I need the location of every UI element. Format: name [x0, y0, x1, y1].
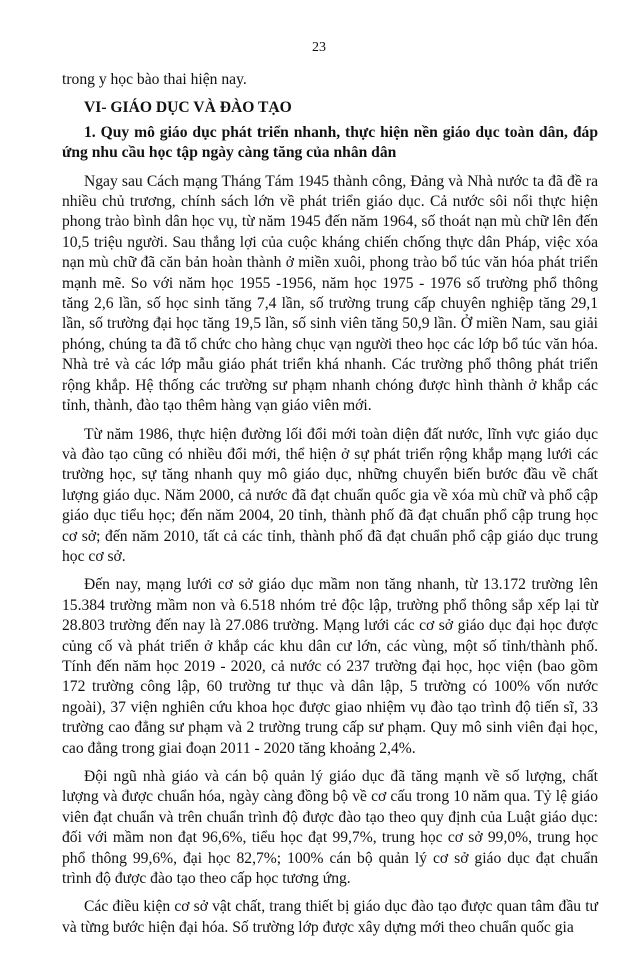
paragraph: Đội ngũ nhà giáo và cán bộ quản lý giáo dục đã tăng mạnh về số lượng, chất lượng và được chuẩn hóa, ngày càng đồng bộ về cơ cấu trong 10 năm qua. Tỷ lệ giáo viên đạt chuẩn và trên chuẩn trình độ được đào tạo theo quy định của Luật giáo dục: đối với mầm non đạt 96,6%, tiểu học đạt 99,7%, trung học cơ sở 99,0%, trung học phổ thông 99,6%, đại học 82,7%; 100% cán bộ quản lý cơ sở giáo dục đạt chuẩn trình độ được đào tạo theo cấp học tương ứng.	[62, 768, 598, 888]
paragraph: Các điều kiện cơ sở vật chất, trang thiết bị giáo dục đào tạo được quan tâm đầu tư và từng bước hiện đại hóa. Số trường lớp được xây dựng mới theo chuẩn quốc gia	[62, 898, 598, 936]
page-number: 23	[312, 40, 326, 55]
subsection-title: 1. Quy mô giáo dục phát triển nhanh, thực hiện nền giáo dục toàn dân, đáp ứng nhu cầu học tập ngày càng tăng của nhân dân	[62, 123, 598, 162]
lead-line: trong y học bào thai hiện nay.	[62, 71, 247, 88]
document-body	[62, 70, 598, 946]
paragraph: Ngay sau Cách mạng Tháng Tám 1945 thành công, Đảng và Nhà nước ta đã đề ra nhiều chủ trương, chính sách lớn về phát triển giáo dục. Cả nước sôi nổi thực hiện phong trào bình dân học vụ, từ năm 1945 đến năm 1964, số thoát nạn mù chữ lên đến 10,5 triệu người. Sau thắng lợi của cuộc kháng chiến chống thực dân Pháp, việc xóa nạn mù chữ đã căn bản hoàn thành ở miền xuôi, phong trào bổ túc văn hóa phát triển mạnh mẽ. So với năm học 1955 -1956, năm học 1975 - 1976 số trường phổ thông tăng 2,6 lần, số học sinh tăng 7,4 lần, số trường trung cấp chuyên nghiệp tăng 29,1 lần, số trường đại học tăng 19,5 lần, số sinh viên tăng 50,9 lần. Ở miền Nam, sau giải phóng, chúng ta đã tổ chức cho hàng chục vạn người theo học các lớp bổ túc văn hóa. Nhà trẻ và các lớp mẫu giáo phát triển khá nhanh. Các trường phổ thông phát triển rộng khắp. Hệ thống các trường sư phạm nhanh chóng được hình thành ở khắp các tỉnh, thành, đào tạo thêm hàng vạn giáo viên mới.	[62, 172, 598, 415]
section-title: VI- GIÁO DỤC VÀ ĐÀO TẠO	[84, 99, 292, 117]
paragraph: Từ năm 1986, thực hiện đường lối đổi mới toàn diện đất nước, lĩnh vực giáo dục và đào tạo cũng có nhiều đổi mới, thể hiện ở sự phát triển rộng khắp mạng lưới các trường học, sự tăng nhanh quy mô giáo dục, những chuyển biến bước đầu về chất lượng giáo dục. Năm 2000, cả nước đã đạt chuẩn quốc gia về xóa mù chữ và phổ cập giáo dục tiểu học; đến năm 2004, 20 tỉnh, thành phố đã đạt chuẩn phổ cập trung học cơ sở; đến năm 2010, tất cả các tỉnh, thành phố đã đạt chuẩn phổ cập giáo dục trung học cơ sở.	[62, 425, 598, 565]
paragraph: Đến nay, mạng lưới cơ sở giáo dục mầm non tăng nhanh, từ 13.172 trường lên 15.384 trường mầm non và 6.518 nhóm trẻ độc lập, trường phổ thông sắp xếp lại từ 28.803 trường đến nay là 27.086 trường. Mạng lưới các cơ sở giáo dục đại học được củng cố và phát triển ở khắp các khu dân cư lớn, các vùng, một số tỉnh/thành phố. Tính đến năm học 2019 - 2020, cả nước có 237 trường đại học, học viện (bao gồm 172 trường công lập, 60 trường tư thục và dân lập, 5 trường có 100% vốn nước ngoài), 37 viện nghiên cứu khoa học được giao nhiệm vụ đào tạo trình độ tiến sĩ, 33 trường cao đẳng sư phạm và 2 trường trung cấp sư phạm. Quy mô sinh viên đại học, cao đẳng trong giai đoạn 2011 - 2020 tăng khoảng 2,4%.	[62, 576, 598, 757]
